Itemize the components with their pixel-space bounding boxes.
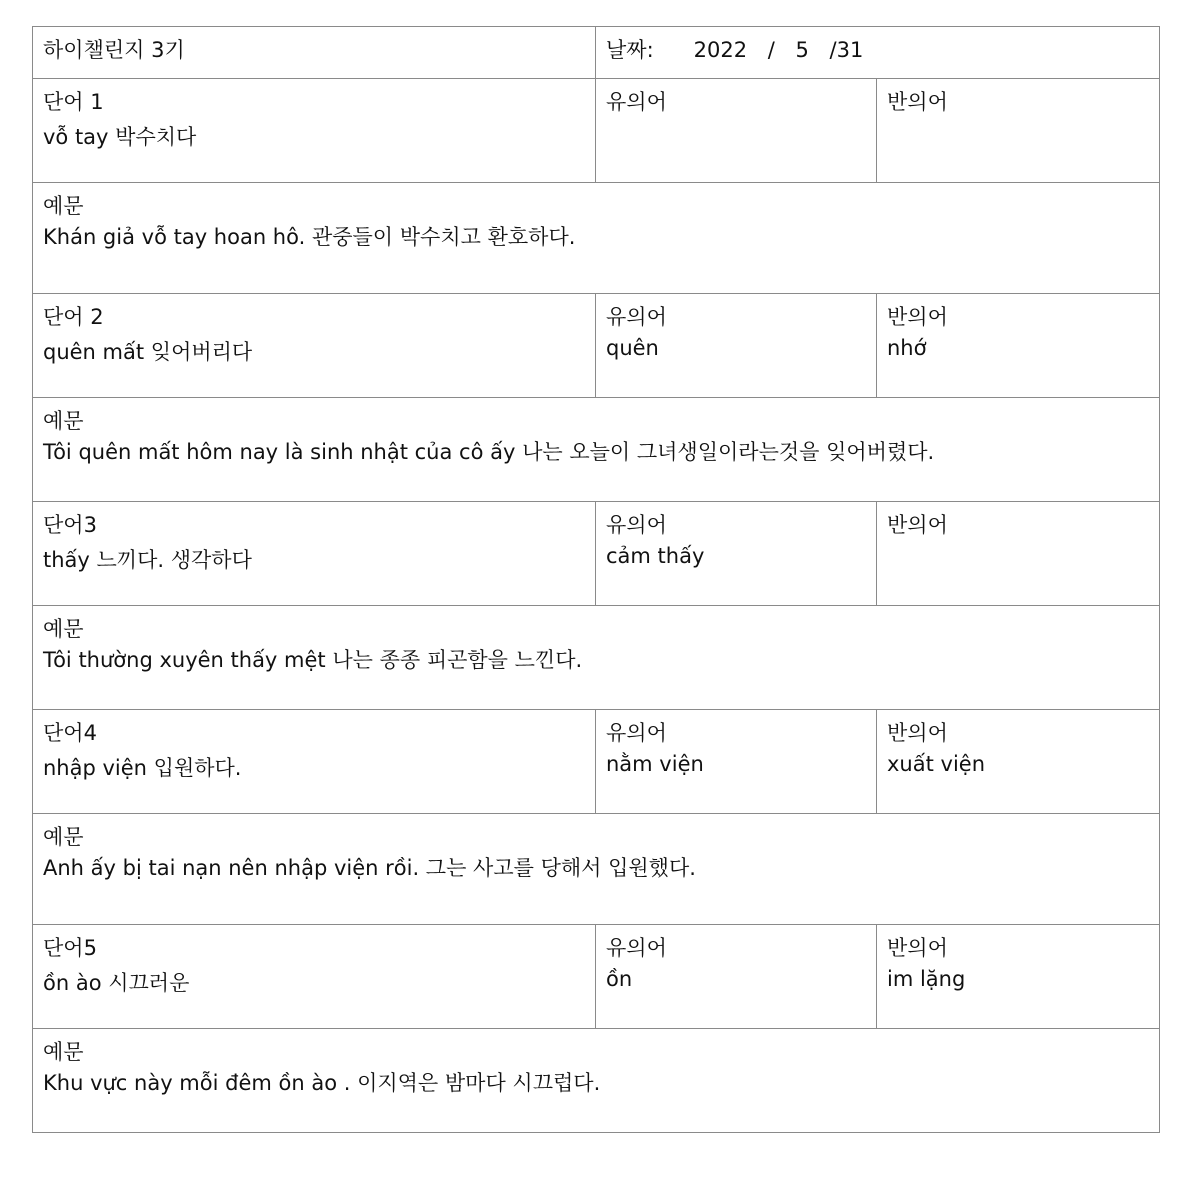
synonym-cell	[596, 79, 877, 183]
synonym-cell	[596, 294, 877, 398]
word-cell	[33, 294, 596, 398]
synonym-label: 유의어	[606, 513, 667, 537]
example-row	[33, 814, 1160, 925]
date-cell	[596, 27, 1160, 79]
word-row	[33, 925, 1160, 1029]
antonym-cell	[877, 925, 1160, 1029]
example-cell	[33, 398, 1160, 502]
date-value: 2022 / 5 /31	[693, 38, 864, 62]
antonym-cell	[877, 710, 1160, 814]
example-label: 예문	[43, 1040, 84, 1064]
word-row	[33, 294, 1160, 398]
antonym-label: 반의어	[887, 513, 948, 537]
word-row	[33, 79, 1160, 183]
vocabulary-sheet	[32, 26, 1160, 1133]
example-label: 예문	[43, 617, 84, 641]
example-text: Tôi quên mất hôm nay là sinh nhật của cô ấy 나는 오늘이 그녀생일이라는것을 잊어버렸다.	[43, 440, 935, 464]
word-row	[33, 710, 1160, 814]
page-title: 하이챌린지 3기	[43, 38, 185, 62]
synonym-value: ồn	[606, 967, 633, 991]
word-cell	[33, 925, 596, 1029]
synonym-cell	[596, 710, 877, 814]
example-label: 예문	[43, 825, 84, 849]
example-cell	[33, 606, 1160, 710]
synonym-label: 유의어	[606, 90, 667, 114]
word-value: vỗ tay 박수치다	[43, 125, 197, 149]
antonym-label: 반의어	[887, 936, 948, 960]
antonym-label: 반의어	[887, 90, 948, 114]
antonym-cell	[877, 79, 1160, 183]
word-cell	[33, 79, 596, 183]
example-label: 예문	[43, 409, 84, 433]
synonym-value: cảm thấy	[606, 544, 705, 568]
example-label: 예문	[43, 194, 84, 218]
word-value: thấy 느끼다. 생각하다	[43, 548, 252, 572]
example-text: Anh ấy bị tai nạn nên nhập viện rồi. 그는 사고를 당해서 입원했다.	[43, 856, 696, 880]
antonym-value: nhớ	[887, 336, 927, 360]
antonym-label: 반의어	[887, 721, 948, 745]
word-row	[33, 502, 1160, 606]
synonym-label: 유의어	[606, 936, 667, 960]
antonym-value: xuất viện	[887, 752, 986, 776]
example-row	[33, 1029, 1160, 1133]
word-label: 단어3	[43, 513, 97, 537]
synonym-cell	[596, 925, 877, 1029]
antonym-label: 반의어	[887, 305, 948, 329]
synonym-cell	[596, 502, 877, 606]
word-value: ồn ào 시끄러운	[43, 971, 190, 995]
word-label: 단어4	[43, 721, 97, 745]
synonym-value: nằm viện	[606, 752, 704, 776]
word-label: 단어 2	[43, 305, 104, 329]
example-cell	[33, 1029, 1160, 1133]
example-text: Khán giả vỗ tay hoan hô. 관중들이 박수치고 환호하다.	[43, 225, 576, 249]
antonym-cell	[877, 502, 1160, 606]
word-cell	[33, 502, 596, 606]
title-cell	[33, 27, 596, 79]
antonym-cell	[877, 294, 1160, 398]
example-cell	[33, 183, 1160, 294]
word-cell	[33, 710, 596, 814]
example-row	[33, 183, 1160, 294]
word-label: 단어 1	[43, 90, 104, 114]
header-row	[33, 27, 1160, 79]
synonym-label: 유의어	[606, 305, 667, 329]
example-row	[33, 398, 1160, 502]
example-cell	[33, 814, 1160, 925]
example-row	[33, 606, 1160, 710]
example-text: Khu vực này mỗi đêm ồn ào . 이지역은 밤마다 시끄럽다.	[43, 1071, 601, 1095]
word-value: quên mất 잊어버리다	[43, 340, 253, 364]
antonym-value: im lặng	[887, 967, 966, 991]
example-text: Tôi thường xuyên thấy mệt 나는 종종 피곤함을 느낀다.	[43, 648, 583, 672]
word-value: nhập viện 입원하다.	[43, 756, 242, 780]
date-label: 날짜:	[606, 38, 654, 62]
synonym-label: 유의어	[606, 721, 667, 745]
word-label: 단어5	[43, 936, 97, 960]
synonym-value: quên	[606, 336, 659, 360]
